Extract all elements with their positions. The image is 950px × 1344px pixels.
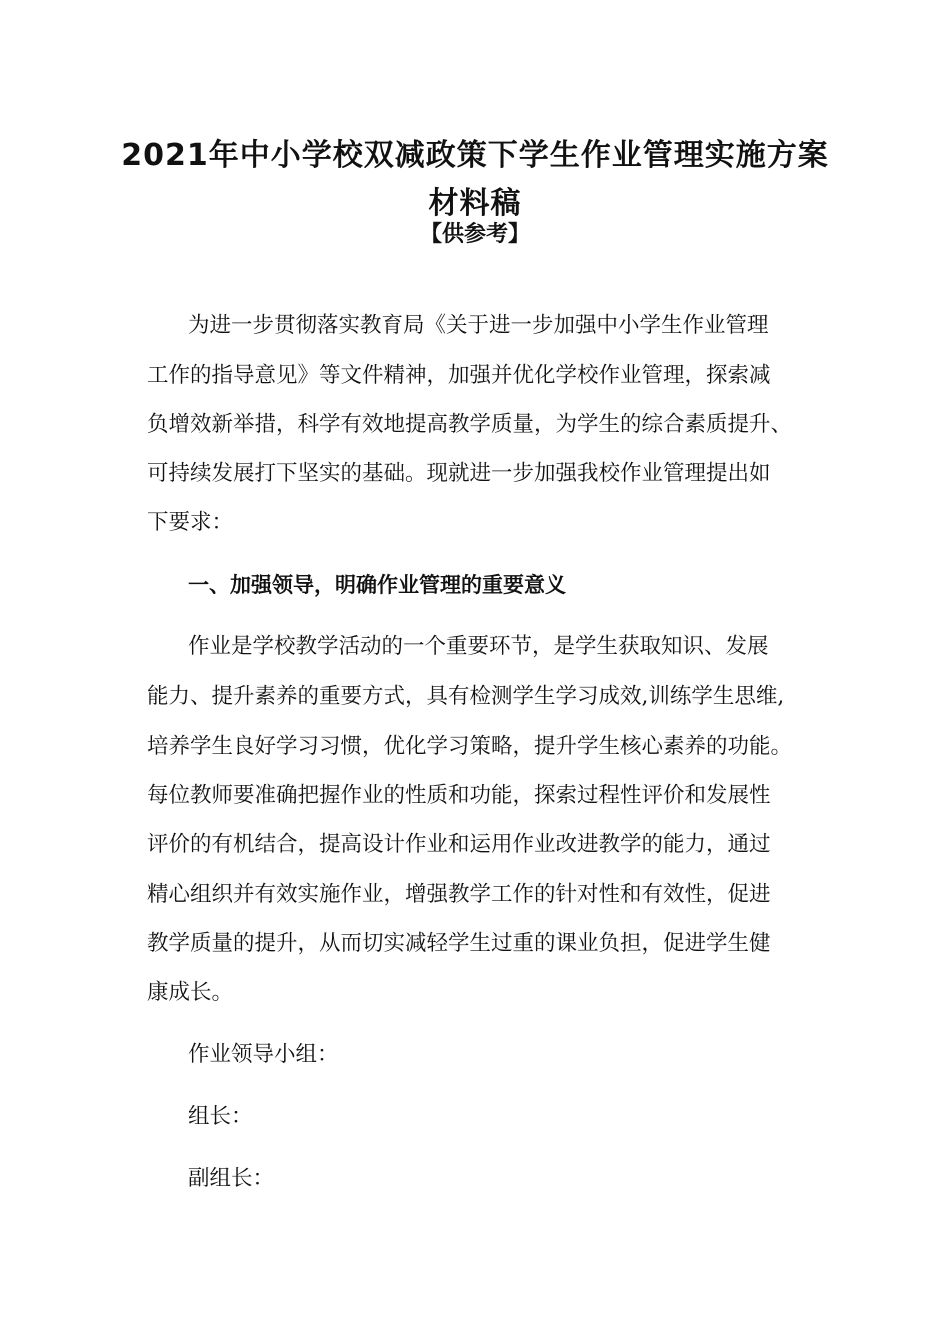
- section-1-line-1: 作业是学校教学活动的一个重要环节，是学生获取知识、发展: [188, 634, 769, 659]
- vice-leader-label: 副组长：: [188, 1166, 275, 1191]
- intro-line-2: 工作的指导意见》等文件精神，加强并优化学校作业管理，探索减: [147, 363, 771, 388]
- section-1-line-3: 培养学生良好学习习惯，优化学习策略，提升学生核心素养的功能。: [147, 734, 793, 759]
- section-1-line-2: 能力、提升素养的重要方式，具有检测学生学习成效,训练学生思维,: [147, 684, 785, 709]
- group-leader-label: 组长：: [188, 1104, 253, 1129]
- document-title-line-1: 2021年中小学校双减政策下学生作业管理实施方案: [121, 138, 829, 173]
- section-1-heading: 一、加强领导，明确作业管理的重要意义: [188, 573, 566, 597]
- document-title-line-2: 材料稿: [428, 186, 522, 221]
- section-1-line-5: 评价的有机结合，提高设计作业和运用作业改进教学的能力，通过: [147, 832, 771, 857]
- section-1-line-4: 每位教师要准确把握作业的性质和功能，探索过程性评价和发展性: [147, 783, 771, 808]
- section-1-line-8: 康成长。: [147, 980, 234, 1005]
- section-1-line-7: 教学质量的提升，从而切实减轻学生过重的课业负担，促进学生健: [147, 931, 771, 956]
- intro-line-4: 可持续发展打下坚实的基础。现就进一步加强我校作业管理提出如: [147, 461, 771, 486]
- leadership-group-label: 作业领导小组：: [188, 1042, 339, 1067]
- section-1-line-6: 精心组织并有效实施作业，增强教学工作的针对性和有效性，促进: [147, 882, 771, 907]
- intro-line-5: 下要求：: [147, 510, 234, 535]
- reference-note: 【供参考】: [419, 222, 530, 247]
- intro-line-1: 为进一步贯彻落实教育局《关于进一步加强中小学生作业管理: [188, 313, 769, 338]
- intro-line-3: 负增效新举措，科学有效地提高教学质量，为学生的综合素质提升、: [147, 412, 793, 437]
